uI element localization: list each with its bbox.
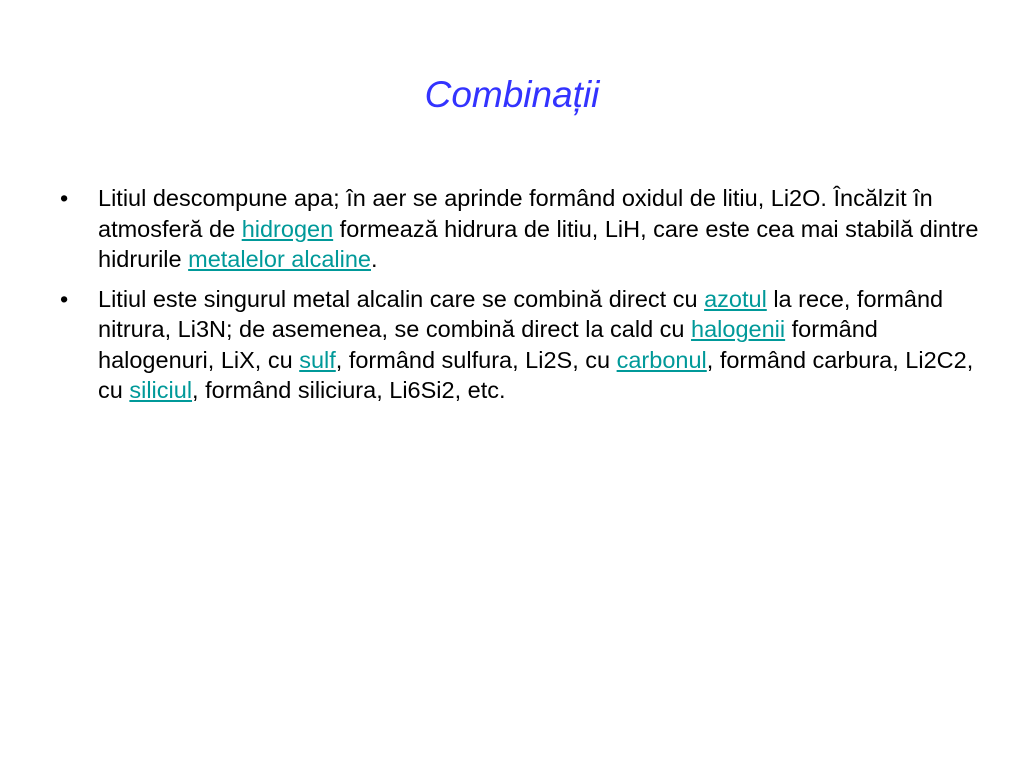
slide-title: Combinații	[424, 74, 600, 115]
text-segment: , formând sulfura, Li2S, cu	[335, 346, 617, 373]
text-segment: formează hidrura de litiu, LiH, care este cea mai stabilă dintre hidrurile	[98, 215, 979, 272]
link-metalelor-alcaline[interactable]: metalelor alcaline	[188, 246, 371, 272]
link-hidrogen[interactable]: hidrogen	[241, 215, 334, 242]
bullet-item	[60, 284, 980, 406]
text-segment: , formând siliciura, Li6Si2, etc.	[192, 377, 506, 403]
bullet-icon: •	[60, 185, 69, 211]
link-siliciul[interactable]: siliciul	[129, 377, 193, 403]
link-carbonul[interactable]: carbonul	[616, 346, 707, 373]
text-segment: .	[371, 246, 378, 272]
bullet-text	[98, 286, 973, 404]
bullet-item	[60, 183, 980, 275]
link-halogenii[interactable]: halogenii	[691, 316, 786, 342]
text-segment: Litiul este singurul metal alcalin care se combină direct cu	[98, 285, 705, 312]
link-sulf[interactable]: sulf	[299, 346, 336, 373]
text-segment: formând halogenuri, LiX, cu	[98, 316, 878, 373]
bullet-icon: •	[60, 285, 69, 312]
link-azotul[interactable]: azotul	[704, 285, 767, 312]
text-segment: , formând carbura, Li2C2, cu	[98, 346, 974, 403]
bullet-list	[60, 183, 980, 415]
text-segment: la rece, formând nitrura, Li3N; de asemenea, se combină direct la cald cu	[98, 285, 944, 342]
bullet-text	[98, 185, 978, 272]
text-segment: Litiul descompune apa; în aer se aprinde formând oxidul de litiu, Li2O. Încălzit în atmosferă de	[98, 185, 933, 242]
